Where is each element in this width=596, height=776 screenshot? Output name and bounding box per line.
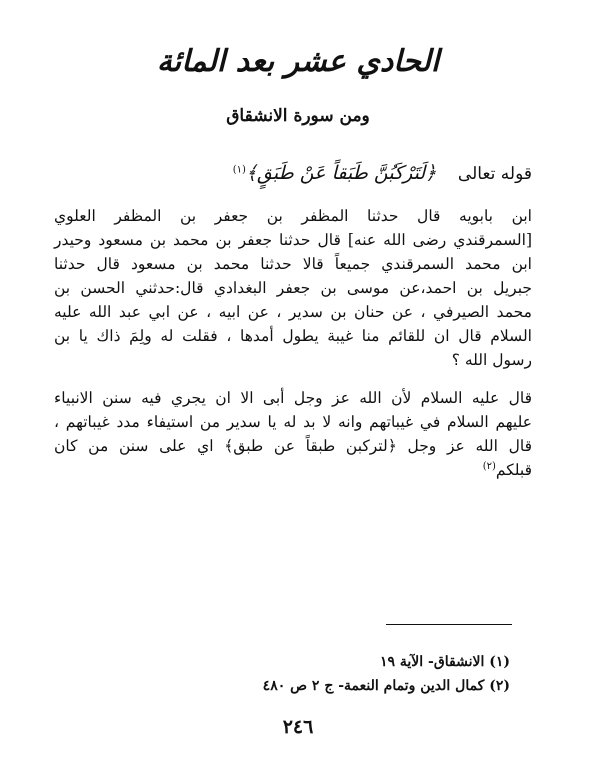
chapter-title: الحادي عشر بعد المائة: [156, 44, 440, 79]
paragraph2-line-3: قال الله عز وجل ﴿لتركبن طبقاً عن طبق﴾ اي على سنن من كان: [54, 437, 532, 455]
paragraph1-line-1: ابن بابويه قال حدثنا المظفر بن جعفر بن المظفر العلوي: [54, 207, 532, 225]
footnote-divider: [386, 624, 512, 625]
paragraph2-last-text: قبلكم: [495, 461, 532, 479]
verse-line: [62, 160, 532, 187]
paragraph1-line-3: ابن محمد السمرقندي جميعاً قالا حدثنا محمد بن مسعود قال حدثنا: [54, 255, 532, 273]
verse-intro: قوله تعالى: [457, 164, 532, 184]
footnote-ref-2: (٢): [482, 460, 496, 472]
section-title: ومن سورة الانشقاق: [226, 106, 370, 126]
footnote-2: (٢) كمال الدين وتمام النعمة- ج ٢ ص ٤٨٠: [262, 678, 510, 694]
paragraph2-line-4: [54, 458, 532, 482]
paragraph1-line-4: جبريل بن احمد،عن موسى بن جعفر البغدادي قال:حدثني الحسن بن: [54, 279, 532, 297]
footnote-1: (١) الانشقاق- الآية ١٩: [379, 654, 510, 670]
paragraph2-line-2: عليهم السلام في غيباتهم وانه لا بد له يا سدير من استيفاء مدد غيباتهم ،: [54, 413, 532, 431]
paragraph1-line-2: [السمرقندي رضى الله عنه] قال حدثنا جعفر بن محمد بن مسعود وحيدر: [54, 231, 532, 249]
paragraph1-line-7: رسول الله ؟: [451, 351, 532, 369]
quran-verse: ﴿لَتَرْكَبُنَّ طَبَقاً عَنْ طَبَقٍ﴾: [245, 162, 437, 184]
paragraph2-line-1: قال عليه السلام لأن الله عز وجل أبى الا ان يجري فيه سنن الانبياء: [54, 389, 532, 407]
footnote-ref-1: (١): [232, 164, 246, 176]
paragraph1-line-5: محمد الصيرفي ، عن حنان بن سدير ، عن ابيه ، عن ابي عبد الله عليه: [54, 303, 532, 321]
page-number: ٢٤٦: [282, 716, 314, 738]
paragraph1-line-6: السلام قال ان للقائم منا غيبة يطول أمدها ، فقلت له ولِمَ ذاك يا بن: [54, 327, 532, 345]
